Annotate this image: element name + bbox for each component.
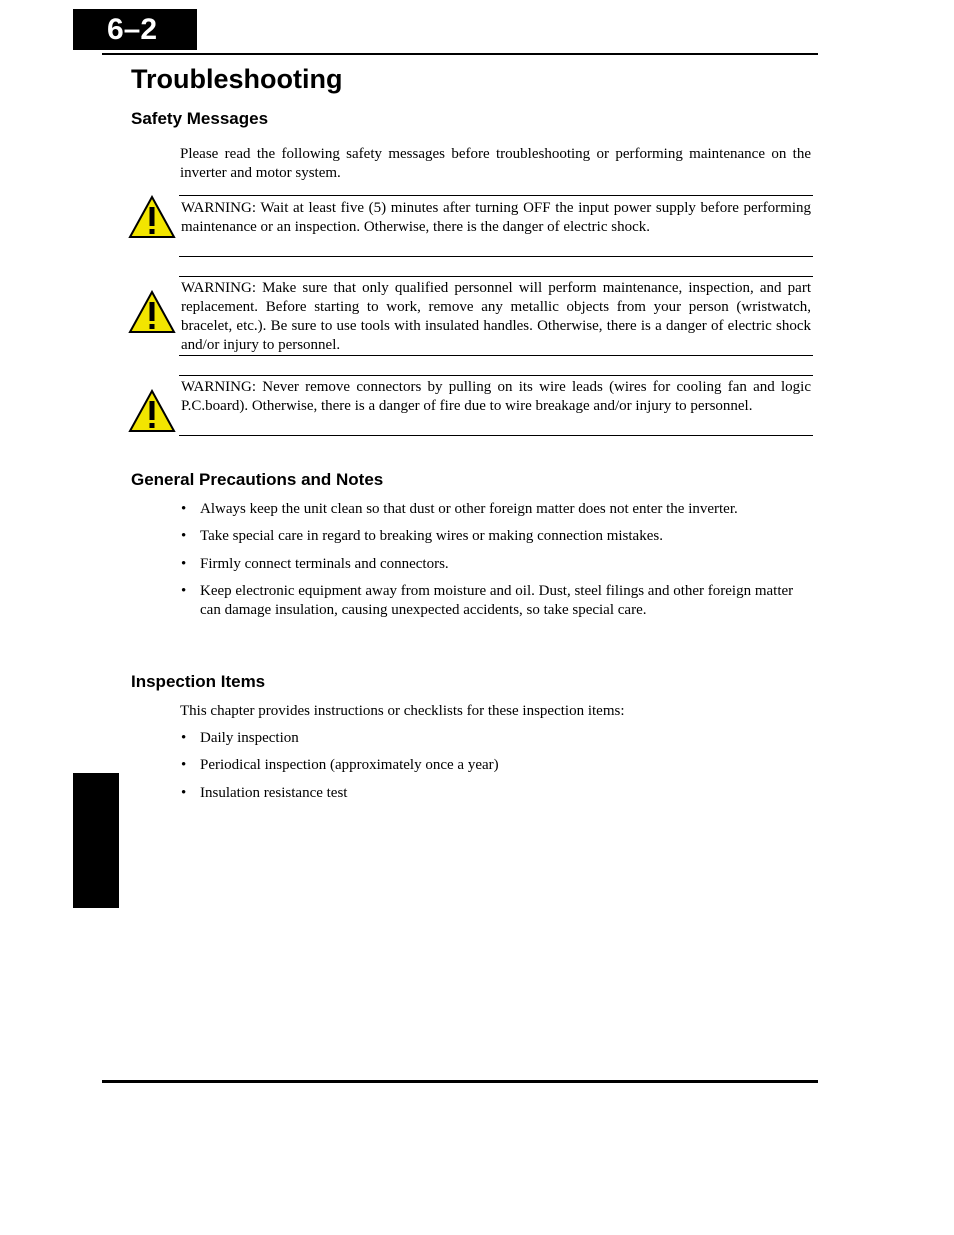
list-item [178, 582, 812, 620]
header-rule [102, 53, 818, 55]
warning-3-text [181, 378, 811, 416]
page-number-tab: 6–2 [73, 9, 197, 50]
warning-2-top-rule [179, 276, 813, 277]
list-item-text: Periodical inspection (approximately once a year) [200, 757, 499, 773]
list-item-text: Always keep the unit clean so that dust or other foreign matter does not enter the inverter. [200, 501, 738, 517]
bullet-icon: • [181, 528, 187, 544]
list-item-text: Firmly connect terminals and connectors. [200, 556, 449, 572]
inspection-list [178, 729, 812, 803]
warning-1-top-rule [179, 195, 813, 196]
bullet-icon: • [181, 583, 187, 599]
list-item [178, 729, 812, 748]
footer-rule [102, 1080, 818, 1083]
list-item [178, 784, 812, 803]
list-item [178, 756, 812, 775]
warning-2-label: WARNING: [181, 280, 256, 296]
warning-triangle-icon [128, 290, 176, 334]
warning-triangle-icon [128, 389, 176, 433]
list-item-text: Keep electronic equipment away from moisture and oil. Dust, steel filings and other foreign matter can damage insulation, causing unexpected accidents, so take special care. [200, 583, 794, 618]
list-item [178, 500, 812, 519]
bullet-icon: • [181, 785, 187, 801]
precautions-heading: General Precautions and Notes [131, 470, 384, 489]
warning-1-label: WARNING: [181, 200, 256, 216]
warning-1-text [181, 199, 811, 237]
warning-3-bottom-rule [179, 435, 813, 436]
warning-3-body: Never remove connectors by pulling on its wire leads (wires for cooling fan and logic P.C.board). Otherwise, there is a danger of fire due to wire breakage and/or injury to personnel. [181, 379, 812, 414]
warning-2-text [181, 279, 811, 355]
warning-2-body: Make sure that only qualified personnel will perform maintenance, inspection, and part replacement. Before starting to work, remove any metallic objects from your person (wristwatch, bracelet, etc.). Be sure to use tools with insulated handles. Otherwise, there is a danger of electric shock and/or injury to personnel. [181, 280, 811, 353]
warning-1-body: Wait at least five (5) minutes after turning OFF the input power supply before performing maintenance or an inspection. Otherwise, there is the danger of electric shock. [181, 200, 812, 235]
list-item-text: Take special care in regard to breaking wires or making connection mistakes. [200, 528, 663, 544]
safety-intro: Please read the following safety messages before troubleshooting or performing maintenance on the inverter and motor system. [180, 146, 811, 181]
bullet-icon: • [181, 730, 187, 746]
list-item [178, 555, 812, 574]
bullet-icon: • [181, 757, 187, 773]
chapter-thumb-tab [73, 773, 119, 908]
bullet-icon: • [181, 556, 187, 572]
warning-3-label: WARNING: [181, 379, 256, 395]
chapter-title: Troubleshooting [131, 64, 343, 94]
list-item-text: Daily inspection [200, 730, 299, 746]
warning-triangle-icon [128, 195, 176, 239]
list-item-text: Insulation resistance test [200, 785, 348, 801]
warning-1-bottom-rule [179, 256, 813, 257]
warning-3-top-rule [179, 375, 813, 376]
inspection-intro: This chapter provides instructions or checklists for these inspection items: [180, 703, 625, 719]
precautions-list [178, 500, 812, 620]
list-item [178, 527, 812, 546]
inspection-heading: Inspection Items [131, 672, 266, 691]
safety-messages-heading: Safety Messages [131, 109, 269, 128]
bullet-icon: • [181, 501, 187, 517]
warning-2-bottom-rule [179, 355, 813, 356]
